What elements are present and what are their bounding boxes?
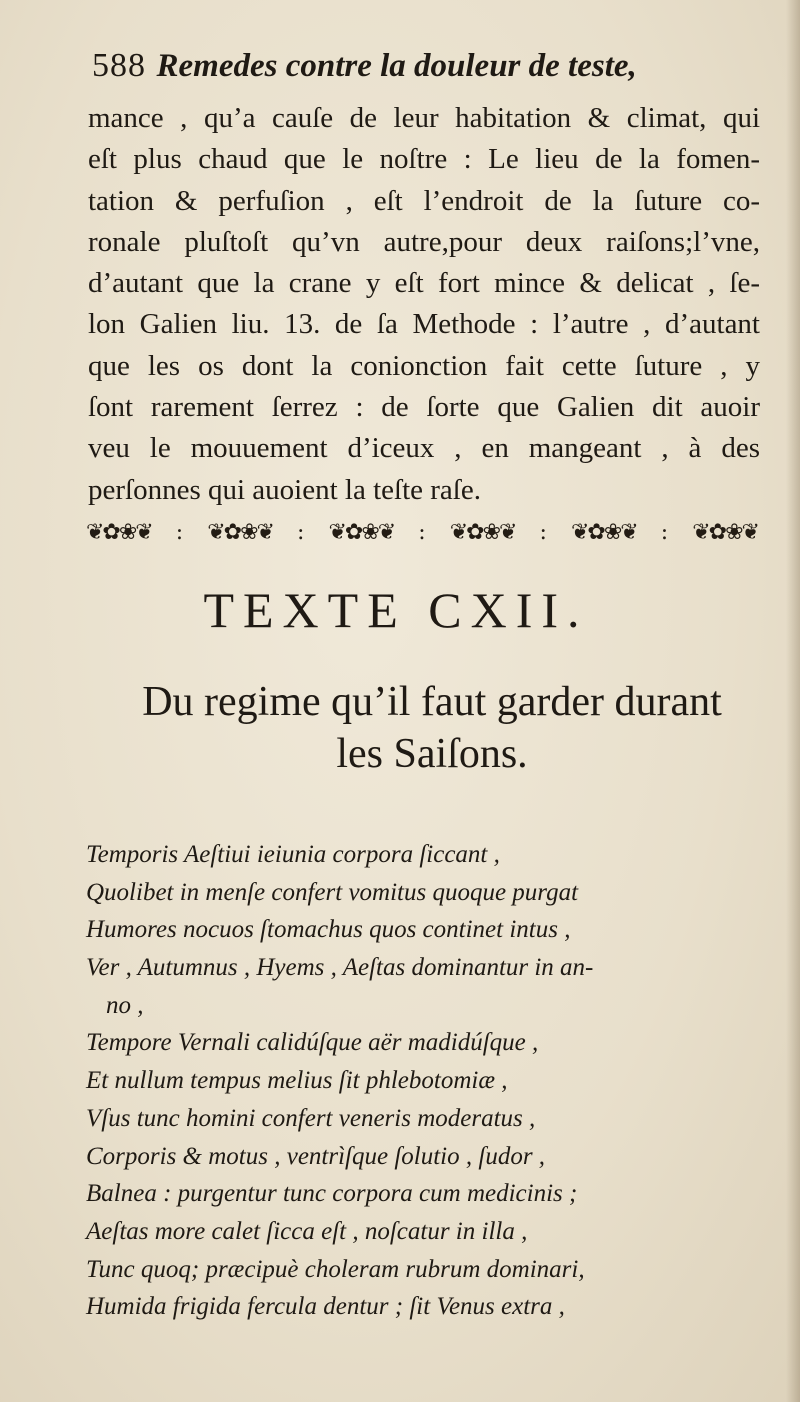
page-number: 588	[92, 47, 146, 84]
fleuron-icon: ❦✿❀❦	[328, 519, 395, 545]
verse-line: no ,	[106, 991, 144, 1019]
verse-line: Corporis & motus , ventrìſque ſolutio , ſudor ,	[86, 1142, 546, 1170]
ornament-separator: :	[660, 519, 669, 545]
verse-line: Quolibet in menſe confert vomitus quoque purgat	[86, 878, 579, 906]
verse-line: Aeſtas more calet ſicca eſt , noſcatur in illa ,	[86, 1217, 528, 1245]
ornament-separator: :	[539, 519, 547, 545]
text-line: d’autant que la crane y eſt fort mince & delicat , ſe-	[88, 267, 760, 300]
ornament-separator: :	[175, 519, 184, 545]
page-edge-shadow	[786, 0, 800, 1402]
verse-line: Ver , Autumnus , Hyems , Aeſtas dominantur in an-	[86, 954, 594, 982]
section-title	[96, 676, 768, 780]
verse-line: Vſus tunc homini confert veneris moderatus ,	[86, 1104, 536, 1132]
running-head-title: Remedes contre la douleur de teste,	[156, 48, 637, 84]
texte-heading: TEXTE CXII.	[203, 582, 589, 638]
text-line: que les os dont la conionction fait cette ſuture , y	[88, 349, 760, 382]
fleuron-icon: ❦✿❀❦	[207, 519, 273, 545]
ornament-separator: :	[297, 519, 305, 545]
text-line: eſt plus chaud que le noſtre : Le lieu de la fomen-	[88, 143, 760, 176]
ornamental-divider	[86, 512, 758, 552]
text-line: ſont rarement ſerrez : de ſorte que Galien dit auoir	[88, 391, 760, 424]
verse-line: Balnea : purgentur tunc corpora cum medicinis ;	[86, 1180, 578, 1208]
body-paragraph	[88, 98, 760, 511]
ornament-separator: :	[418, 519, 426, 545]
verse-line: Tempore Vernali calidúſque aër madidúſque ,	[86, 1029, 539, 1057]
verse-line: Tunc quoq; præcipuè choleram rubrum dominari,	[86, 1255, 585, 1283]
section-title-line: Du regime qu’il faut garder durant	[142, 679, 722, 725]
fleuron-icon: ❦✿❀❦	[449, 519, 516, 545]
text-line: tation & perfuſion , eſt l’endroit de la ſuture co-	[88, 184, 760, 217]
running-head	[92, 40, 742, 91]
fleuron-icon: ❦✿❀❦	[571, 519, 637, 545]
text-line: mance , qu’a cauſe de leur habitation & climat, qui	[88, 102, 760, 134]
text-line: ronale pluſtoſt qu’vn autre,pour deux raiſons;l’vne,	[88, 225, 760, 258]
verse-line: Humores nocuos ſtomachus quos continet intus ,	[86, 916, 571, 944]
section-title-line: les Saiſons.	[336, 731, 528, 777]
fleuron-icon: ❦✿❀❦	[86, 519, 152, 545]
text-line: perſonnes qui auoient la teſte raſe.	[88, 473, 481, 506]
verse-line: Humida frigida fercula dentur ; ſit Venus extra ,	[86, 1293, 565, 1321]
text-line: veu le mouuement d’iceux , en mangeant , à des	[88, 432, 760, 465]
verse-line: Et nullum tempus melius ſit phlebotomiæ ,	[86, 1067, 508, 1095]
latin-verse	[86, 836, 766, 1326]
fleuron-icon: ❦✿❀❦	[692, 519, 758, 545]
text-line: lon Galien liu. 13. de ſa Methode : l’autre , d’autant	[88, 308, 760, 341]
verse-line: Temporis Aeſtiui ieiunia corpora ſiccant ,	[86, 841, 500, 868]
